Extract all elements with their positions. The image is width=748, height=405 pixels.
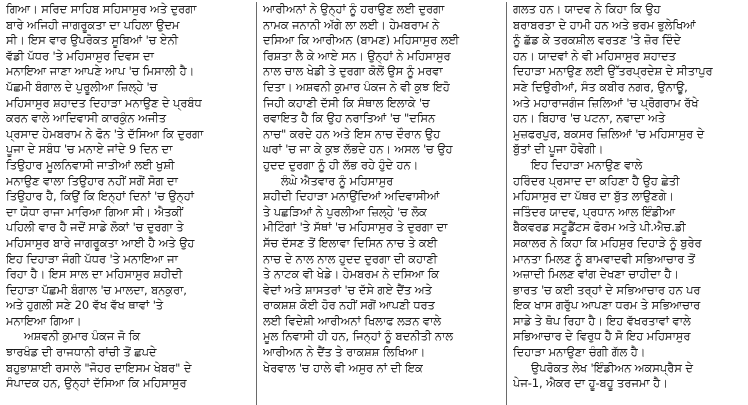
text-line: ਇਹ ਦਿਹਾੜਾ ਜੰਗੀ ਪੱਧਰ 'ਤੇ ਮਨਾਇਆ ਜਾ xyxy=(6,251,178,266)
text-line: ਸੱਚ ਦੱਸਣ ਤੋਂ ਇਲਾਵਾ ਦਿਸਿਨ ਨਾਚ ਤੇ ਕਈ xyxy=(263,235,438,250)
text-line: ਸਕਾਲਰ ਨੇ ਕਿਹਾ ਕਿ ਮਹਿਸੁਰ ਦਿਹਾੜੇ ਨੂੰ ਬੁਰੇਰ xyxy=(513,235,702,250)
text-line: ਸੰਪਾਦਕ ਹਨ, ਉਨ੍ਹਾਂ ਦੱਸਿਆ ਕਿ ਮਹਿਸਾਸੁਰ xyxy=(6,376,187,391)
text-line: ਰਿਹਾ ਹੈ। ਇਸ ਸਾਲ ਦਾ ਮਹਿਸਾਸੁਰ ਸ਼ਹੀਦੀ xyxy=(6,267,183,282)
text-line: ਅਸ਼ਵਨੀ ਕੁਮਾਰ ਪੰਕਜ ਜੋ ਕਿ xyxy=(24,329,141,344)
text-line: ਗਲਤ ਹਨ। ਯਾਦਵ ਨੇ ਕਿਹਾ ਕਿ ਉਹ xyxy=(513,2,661,16)
text-line: ਜਤਿੰਦਰ ਯਾਦਵ, ਪ੍ਰਧਾਨ ਆਲ ਇੰਡੀਆ xyxy=(513,204,676,219)
text-line: ਹੁਦਦ ਦੁਰਗਾ ਨੂੰ ਹੀ ਲੱਭ ਰਹੇ ਹੁੰਦੇ ਹਨ। xyxy=(263,157,419,172)
text-line: ਇਹ ਦਿਹਾੜਾ ਮਨਾਉਣ ਵਾਲੇ xyxy=(531,157,643,172)
text-line: ਹਨ। ਯਾਦਵਾਂ ਨੇ ਵੀ ਮਹਿਸਾਸੁਰ ਸ਼ਹਾਦਤ xyxy=(513,48,676,63)
text-line: ਬਰਾਬਰਤਾ ਦੇ ਹਾਮੀ ਹਨ ਅਤੇ ਭਰਮ ਭੁਲੇਖਿਆਂ xyxy=(513,17,696,32)
text-line: ਪ੍ਰਸਾਦ ਹੇਮਬਰਾਮ ਨੇ ਫੋਨ 'ਤੇ ਦੱਸਿਆ ਕਿ ਦੁਰਗਾ xyxy=(6,126,204,141)
text-line: ਮੀਟਿੰਗਾਂ 'ਤੇ ਸੱਥਾਂ 'ਚ ਮਹਿਸਾਸੁਰ ਤੇ ਦੁਰਗਾ ਦਾ xyxy=(263,220,448,235)
text-line: ਘਰਾਂ 'ਚ ਜਾ ਕੇ ਕੁਝ ਲੱਭਦੇ ਹਨ। ਅਸਲ 'ਚ ਉਹ xyxy=(263,142,453,157)
text-line: ਪੇਜ-1, ਐਕਰ ਦਾ ਹੂ-ਬਹੂ ਤਰਜਮਾ ਹੈ। xyxy=(513,376,668,391)
text-line: ਕਰਨ ਵਾਲੇ ਆਦਿਵਾਸੀ ਕਾਰਕੁੰਨ ਅਜੀਤ xyxy=(6,111,166,126)
text-line: ਤੇ ਨਾਟਕ ਵੀ ਖੇਡੇ। ਹੇਮਬਰਮ ਨੇ ਦਸਿਆ ਕਿ xyxy=(263,267,440,282)
text-line: ਗਿਆ। ਸਰਿਦ ਸਾਹਿਬ ਸਹਿਸਾਸੁਰ ਅਤੇ ਦੁਰਗਾ xyxy=(6,2,197,16)
text-line: ਭਾਰਤ 'ਚ ਕਈ ਤਰ੍ਹਾਂ ਦੇ ਸਭਿਆਚਾਰ ਹਨ ਪਰ xyxy=(513,282,701,297)
text-line: ਮਹਿਸਾਸੁਰ ਦਾ ਪੱਥਰ ਦਾ ਬੁੱਤ ਲਾਉਣਗੇ। xyxy=(513,189,674,204)
text-line: ਇਕ ਖਾਸ ਗਰੁੱਪ ਆਪਣਾ ਧਰਮ ਤੇ ਸਭਿਆਚਾਰ xyxy=(513,298,701,313)
text-line: ਜਿਹੀ ਕਹਾਣੀ ਦੱਸੀ ਕਿ ਸੰਥਾਲ ਇਲਾਕੇ 'ਚ xyxy=(263,95,430,110)
text-line: ਨਾਲ ਚਾਲ ਖੇਡੀ ਤੇ ਦੁਰਗਾ ਕੋਲੋਂ ਉਸ ਨੂੰ ਮਰਵਾ xyxy=(263,64,443,79)
text-line: ਪੂਜਾ ਦੇ ਸਬੰਧ 'ਚ ਮਨਾਏ ਜਾਂਦੇ 9 ਦਿਨ ਦਾ xyxy=(6,142,173,157)
text-line: ਬਾਰੇ ਅਜਿਹੀ ਜਾਗਰੂਕਤਾ ਦਾ ਪਹਿਲਾ ਉਦਮ xyxy=(6,17,180,32)
text-line: ਆਰੀਅਨਾਂ ਨੇ ਉਨ੍ਹਾਂ ਨੂੰ ਹਰਾਉਣ ਲਈ ਦੁਰਗਾ xyxy=(263,2,445,16)
text-line: ਤੇ ਪਛੜਿਆਂ ਨੇ ਪੁਰਲੀਆ ਜ਼ਿਲ੍ਹੇ 'ਚ ਲੋਕ xyxy=(263,204,427,219)
text-line: ਦਿਤਾ। ਅਸ਼ਵਨੀ ਕੁਮਾਰ ਪੰਕਜ ਨੇ ਵੀ ਕੁਝ ਇਹੋ xyxy=(263,79,450,94)
text-line: ਅਤੇ ਹੁਗਲੀ ਸਣੇ 20 ਵੱਖ ਵੱਖ ਥਾਵਾਂ 'ਤੇ xyxy=(6,298,164,313)
text-line: ਬੈਕਵਰਡ ਸਟੂਡੈਂਟਸ ਫੋਰਮ ਅਤੇ ਪੀ.ਐਚ.ਡੀ xyxy=(513,220,686,235)
text-line: ਲਈ ਵਿਦੇਸ਼ੀ ਆਰੀਅਨਾਂ ਖਿਲਾਫ ਲੜਨ ਵਾਲੇ xyxy=(263,313,441,328)
text-line: ਮਹਿਸਾਸੁਰ ਬਾਰੇ ਜਾਗਰੂਕਤਾ ਆਈ ਹੈ ਅਤੇ ਉਹ xyxy=(6,235,195,250)
text-line: ਦਸਿਆ ਕਿ ਆਰੀਅਨ (ਬਾਮਣ) ਮਹਿਸਾਸੁਰ ਲਈ xyxy=(263,33,459,48)
text-line: ਪੱਛਮੀ ਬੰਗਾਲ ਦੇ ਪੁਰੂਲੀਆ ਜ਼ਿਲ੍ਹੇ 'ਚ xyxy=(6,79,158,94)
text-line: ਝਾਰਖੰਡ ਦੀ ਰਾਜਧਾਨੀ ਰਾਂਚੀ ਤੋਂ ਛਪਦੇ xyxy=(6,345,157,360)
text-line: ਮੁਜ਼ਫਰਪੁਰ, ਬਕਸਰ ਜ਼ਿਲਿਆਂ 'ਚ ਮਹਿਸਾਸੁਰ ਦੇ xyxy=(513,126,705,141)
text-line: ਮਨਾਇਆ ਗਿਆ। xyxy=(6,313,82,328)
text-line: ਨਾਚ ਦੇ ਨਾਲ ਨਾਲ ਹੁਦਦ ਦੁਰਗਾ ਦੀ ਕਹਾਣੀ xyxy=(263,251,438,266)
text-line: ਵੱਡੀ ਪੱਧਰ 'ਤੇ ਮਹਿਸਾਸੁਰ ਦਿਵਸ ਦਾ xyxy=(6,48,154,63)
text-line: ਸਾਡੇ ਤੇ ਥੋਪ ਰਿਹਾ ਹੈ। ਇਹ ਵੱਖਰਤਾਵਾਂ ਵਾਲੇ xyxy=(513,313,691,328)
text-line: ਨੂੰ ਛੱਡ ਕੇ ਤਰਕਸ਼ੀਲ ਵਰਤਣ 'ਤੇ ਜ਼ੋਰ ਦਿੰਦੇ xyxy=(513,33,681,48)
text-line: ਰਵਾਇਤ ਹੈ ਕਿ ਉਹ ਨਰਾਤਿਆਂ 'ਚ "ਦਸਿਨ xyxy=(263,111,436,126)
text-column-1 xyxy=(6,2,256,405)
text-line: ਰਾਕਸ਼ਸ਼ ਕੋਈ ਹੋਰ ਨਹੀਂ ਸਗੋਂ ਆਪਣੀ ਧਰਤ xyxy=(263,298,435,313)
text-line: ਤਿਉਹਾਰ ਮੂਲਨਿਵਾਸੀ ਜਾਤੀਆਂ ਲਈ ਖੁਸ਼ੀ xyxy=(6,157,175,172)
text-line: ਦਿਹਾੜਾ ਮਨਾਉਣ ਲਈ ਉੱਤਰਪ੍ਰਦੇਸ਼ ਦੇ ਸੀਤਾਪੁਰ xyxy=(513,64,713,79)
text-column-2 xyxy=(256,2,506,405)
text-line: ਸੀ। ਇਸ ਵਾਰ ਉਪਰੋਕਤ ਸੂਬਿਆਂ 'ਚ ਏਨੀ xyxy=(6,33,179,48)
text-line: ਉਪਰੋਕਤ ਲੇਖ 'ਇੰਡੀਅਨ ਅਕਸਪ੍ਰੈਸ ਦੇ xyxy=(531,360,693,375)
text-line: ਅਜ਼ਾਦੀ ਮਿਲਣ ਵਾਂਗ ਦੇਖਣਾ ਚਾਹੀਦਾ ਹੈ। xyxy=(513,267,679,282)
text-line: ਹਰਿੰਦਰ ਪ੍ਰਸਾਦ ਦਾ ਕਹਿਣਾ ਹੈ ਉਹ ਛੇਤੀ xyxy=(513,173,680,188)
text-line: ਨਾਮਕ ਜਨਾਨੀ ਅੱਗੇ ਲਾ ਲਈ। ਹੇਮਬਰਾਮ ਨੇ xyxy=(263,17,440,32)
text-line: ਤਿਉਹਾਰ ਹੈ, ਕਿਉਂ ਕਿ ਇਨ੍ਹਾਂ ਦਿਨਾਂ 'ਚ ਉਨ੍ਹਾਂ xyxy=(6,189,194,204)
text-line: ਪਹਿਲੀ ਵਾਰ ਹੈ ਜਦੋਂ ਸਾਡੇ ਲੋਕਾਂ 'ਚ ਦੁਰਗਾ ਤੇ xyxy=(6,220,184,235)
text-line: ਬੁੱਤਾਂ ਦੀ ਪੂਜਾ ਹੋਵੇਗੀ। xyxy=(513,142,604,157)
text-line: ਸ਼ਹੀਦੀ ਦਿਹਾੜਾ ਮਨਾਉਂਦਿਆਂ ਅਦਿਵਾਸੀਆਂ xyxy=(263,189,440,204)
text-line: ਮਹਿਸਾਸੁਰ ਸ਼ਹਾਦਤ ਦਿਹਾੜਾ ਮਨਾਉਣ ਦੇ ਪ੍ਰਬੰਧ xyxy=(6,95,202,110)
text-line: ਅਤੇ ਮਹਾਰਾਜਗੰਜ ਜ਼ਿਲਿਆਂ 'ਚ ਪ੍ਰੋਗਰਾਮ ਰੱਖੇ xyxy=(513,95,699,110)
text-line: ਹਨ। ਬਿਹਾਰ 'ਚ ਪਟਨਾ, ਨਵਾਦਾ ਅਤੇ xyxy=(513,111,666,126)
text-line: ਨਾਚ" ਕਰਦੇ ਹਨ ਅਤੇ ਇਸ ਨਾਚ ਦੌਰਾਨ ਉਹ xyxy=(263,126,441,141)
text-line: ਵੇਦਾਂ ਅਤੇ ਸ਼ਾਸਤਰਾਂ 'ਚ ਦੱਸੇ ਗਏ ਦੈਂਤ ਅਤੇ xyxy=(263,282,432,297)
text-line: ਆਰੀਅਨ ਨੇ ਦੈਂਤ ਤੇ ਰਾਕਸ਼ਸ਼ ਲਿਖਿਆ। xyxy=(263,345,426,360)
text-line: ਮਾਨਤਾ ਮਿਲਣ ਨੂੰ ਬਾਮਵਾਦਵੀ ਸਭਿਆਚਾਰ ਤੋਂ xyxy=(513,251,695,266)
text-line: ਮੂਲ ਨਿਵਾਸੀ ਹੀ ਹਨ, ਜਿਨ੍ਹਾਂ ਨੂੰ ਬਦਨੀਤੀ ਨਾਲ xyxy=(263,329,453,344)
text-line: ਸਭਿਆਚਾਰ ਦੇ ਵਿਰੁਧ ਹੈ ਸੋ ਇਹ ਮਹਿਸਾਸੁਰ xyxy=(513,329,691,344)
text-line: ਬਹੁਭਾਸ਼ਾਈ ਰਸਾਲੇ "ਜੋਹਰ ਦਾਇਸਮ ਖੇਬਰ" ਦੇ xyxy=(6,360,192,375)
text-column-3 xyxy=(506,2,742,405)
text-line: ਮਨਾਉਣ ਵਾਲਾ ਤਿਉਹਾਰ ਨਹੀਂ ਸਗੋਂ ਸੋਗ ਦਾ xyxy=(6,173,178,188)
text-line: ਮਨਾਇਆ ਜਾਣਾ ਆਪਣੇ ਆਪ 'ਚ ਮਿਸਾਲੀ ਹੈ। xyxy=(6,64,195,79)
text-line: ਖੇਰਵਾਲ 'ਚ ਹਾਲੇ ਵੀ ਅਸੁਰ ਨਾਂ ਦੀ ਇਕ xyxy=(263,360,423,375)
text-line: ਰਿਸ਼ਤਾ ਲੈ ਕੇ ਆਏ ਸਨ। ਉਨ੍ਹਾਂ ਨੇ ਮਹਿਸਾਸੁਰ xyxy=(263,48,451,63)
text-line: ਦਾ ਯੋਧਾ ਰਾਜਾ ਮਾਰਿਆ ਗਿਆ ਸੀ। ਐਤਕੀਂ xyxy=(6,204,183,219)
text-line: ਲੰਘੇ ਐਤਵਾਰ ਨੂੰ ਮਹਿਸਾਸੁਰ xyxy=(281,173,394,188)
text-line: ਸਣੇ ਦਿਉਰੀਆਂ, ਸੰਤ ਕਬੀਰ ਨਗਰ, ਉਨਾਊ, xyxy=(513,79,688,94)
text-line: ਦਿਹਾੜਾ ਮਨਾਉਣਾ ਚੰਗੀ ਗੱਲ ਹੈ। xyxy=(513,345,646,360)
text-line: ਦਿਹਾੜਾ ਪੱਛਮੀ ਬੰਗਾਲ 'ਚ ਮਾਲਦਾ, ਬਨਕੁਰਾ, xyxy=(6,282,187,297)
